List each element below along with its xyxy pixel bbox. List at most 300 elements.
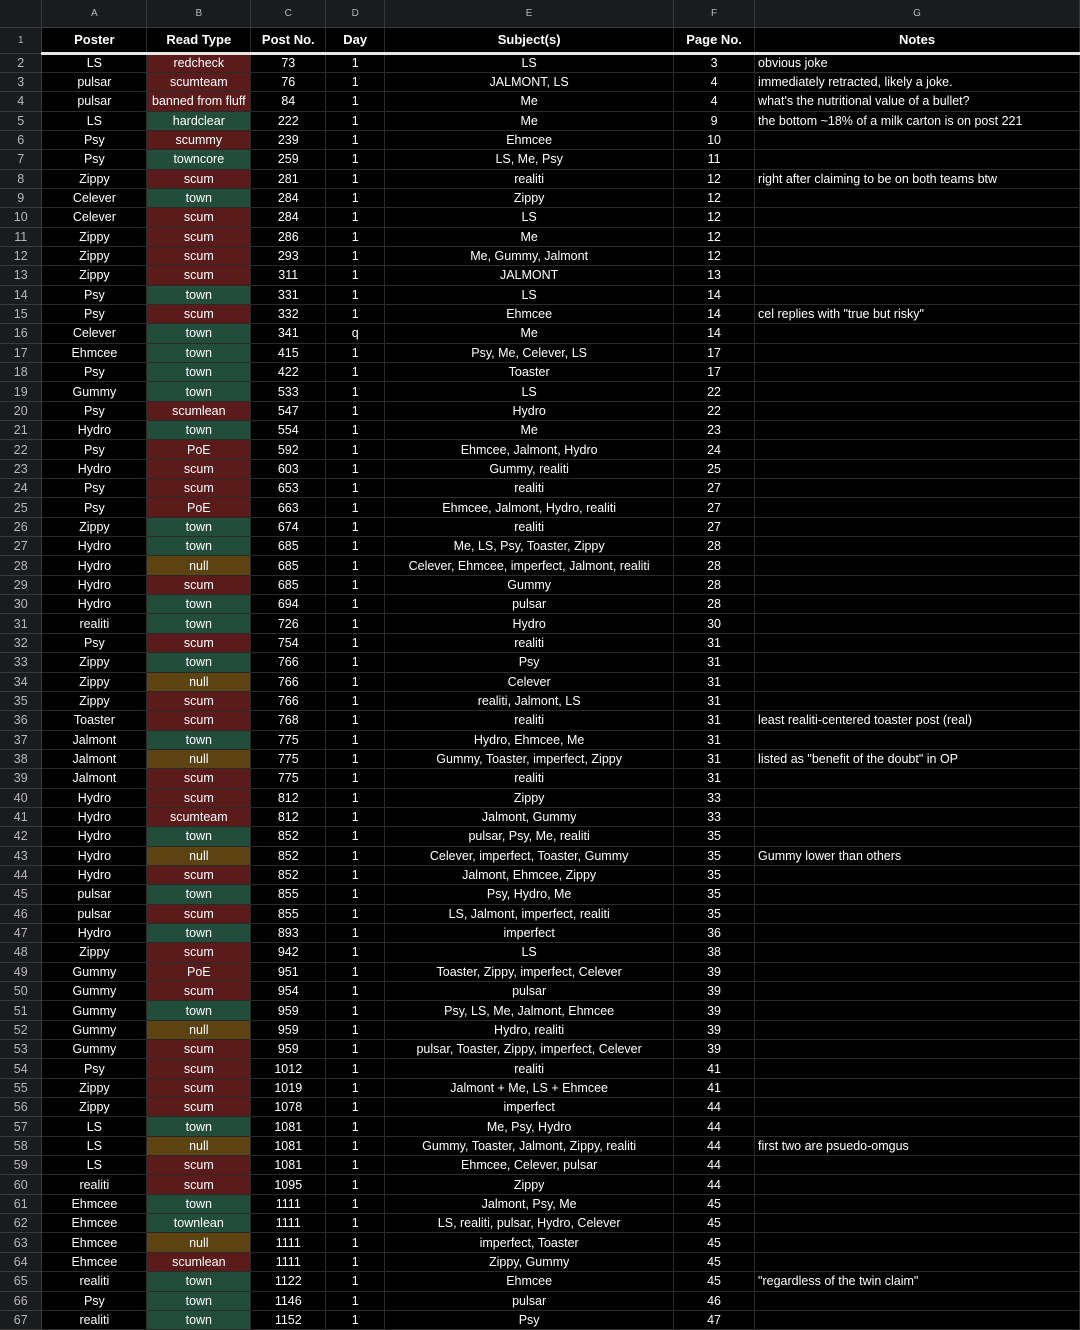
cell-post-no[interactable]: 73	[251, 53, 326, 72]
cell-day[interactable]: 1	[326, 227, 385, 246]
cell-subjects[interactable]: Psy	[385, 653, 674, 672]
cell-page-no[interactable]: 39	[674, 982, 755, 1001]
cell-page-no[interactable]: 28	[674, 537, 755, 556]
cell-subjects[interactable]: Toaster, Zippy, imperfect, Celever	[385, 962, 674, 981]
cell-poster[interactable]: Hydro	[42, 575, 147, 594]
column-header-g[interactable]: G	[755, 0, 1080, 27]
row-number[interactable]: 38	[0, 749, 42, 768]
row-number[interactable]: 27	[0, 537, 42, 556]
cell-notes[interactable]	[755, 575, 1080, 594]
cell-day[interactable]: 1	[326, 923, 385, 942]
cell-day[interactable]: 1	[326, 943, 385, 962]
cell-post-no[interactable]: 239	[251, 130, 326, 149]
cell-page-no[interactable]: 31	[674, 769, 755, 788]
row-number[interactable]: 42	[0, 827, 42, 846]
cell-page-no[interactable]: 23	[674, 421, 755, 440]
cell-post-no[interactable]: 415	[251, 343, 326, 362]
cell-notes[interactable]	[755, 827, 1080, 846]
cell-poster[interactable]: Ehmcee	[42, 1214, 147, 1233]
cell-notes[interactable]	[755, 324, 1080, 343]
row-number[interactable]: 57	[0, 1117, 42, 1136]
cell-read-type[interactable]: scum	[147, 575, 251, 594]
cell-subjects[interactable]: JALMONT, LS	[385, 72, 674, 91]
cell-poster[interactable]: Hydro	[42, 865, 147, 884]
cell-notes[interactable]	[755, 653, 1080, 672]
row-number[interactable]: 61	[0, 1194, 42, 1213]
cell-page-no[interactable]: 28	[674, 595, 755, 614]
cell-page-no[interactable]: 24	[674, 440, 755, 459]
cell-notes[interactable]	[755, 730, 1080, 749]
cell-subjects[interactable]: JALMONT	[385, 266, 674, 285]
cell-notes[interactable]	[755, 130, 1080, 149]
row-number[interactable]: 51	[0, 1001, 42, 1020]
cell-read-type[interactable]: town	[147, 382, 251, 401]
cell-poster[interactable]: Celever	[42, 208, 147, 227]
cell-post-no[interactable]: 332	[251, 304, 326, 323]
cell-post-no[interactable]: 852	[251, 846, 326, 865]
cell-subjects[interactable]: Hydro	[385, 401, 674, 420]
cell-post-no[interactable]: 959	[251, 1001, 326, 1020]
cell-subjects[interactable]: realiti, Jalmont, LS	[385, 691, 674, 710]
cell-notes[interactable]	[755, 363, 1080, 382]
cell-subjects[interactable]: Celever, imperfect, Toaster, Gummy	[385, 846, 674, 865]
row-number[interactable]: 16	[0, 324, 42, 343]
row-number[interactable]: 18	[0, 363, 42, 382]
cell-poster[interactable]: Psy	[42, 363, 147, 382]
cell-subjects[interactable]: Ehmcee, Jalmont, Hydro, realiti	[385, 498, 674, 517]
cell-page-no[interactable]: 11	[674, 150, 755, 169]
row-number[interactable]: 55	[0, 1078, 42, 1097]
cell-day[interactable]: 1	[326, 1117, 385, 1136]
row-number[interactable]: 22	[0, 440, 42, 459]
row-number[interactable]: 9	[0, 188, 42, 207]
row-number[interactable]: 29	[0, 575, 42, 594]
cell-subjects[interactable]: Psy, Hydro, Me	[385, 885, 674, 904]
cell-read-type[interactable]: scum	[147, 266, 251, 285]
cell-subjects[interactable]: Psy, Me, Celever, LS	[385, 343, 674, 362]
cell-subjects[interactable]: Zippy	[385, 1175, 674, 1194]
column-header-f[interactable]: F	[674, 0, 755, 27]
cell-read-type[interactable]: banned from fluff	[147, 92, 251, 111]
cell-page-no[interactable]: 13	[674, 266, 755, 285]
cell-day[interactable]: 1	[326, 421, 385, 440]
cell-page-no[interactable]: 25	[674, 459, 755, 478]
cell-poster[interactable]: Zippy	[42, 943, 147, 962]
cell-day[interactable]: 1	[326, 749, 385, 768]
cell-day[interactable]: 1	[326, 382, 385, 401]
cell-post-no[interactable]: 1146	[251, 1291, 326, 1310]
cell-day[interactable]: 1	[326, 208, 385, 227]
cell-notes[interactable]	[755, 885, 1080, 904]
cell-read-type[interactable]: town	[147, 1117, 251, 1136]
cell-notes[interactable]	[755, 208, 1080, 227]
cell-page-no[interactable]: 41	[674, 1078, 755, 1097]
cell-read-type[interactable]: town	[147, 517, 251, 536]
cell-notes[interactable]	[755, 769, 1080, 788]
cell-poster[interactable]: LS	[42, 1156, 147, 1175]
cell-notes[interactable]	[755, 633, 1080, 652]
cell-poster[interactable]: Gummy	[42, 382, 147, 401]
cell-day[interactable]: 1	[326, 150, 385, 169]
cell-poster[interactable]: Zippy	[42, 691, 147, 710]
cell-notes[interactable]	[755, 1291, 1080, 1310]
cell-day[interactable]: 1	[326, 1252, 385, 1271]
column-header-e[interactable]: E	[385, 0, 674, 27]
cell-subjects[interactable]: Me	[385, 92, 674, 111]
cell-notes[interactable]: the bottom ~18% of a milk carton is on post 221	[755, 111, 1080, 130]
cell-notes[interactable]	[755, 246, 1080, 265]
cell-notes[interactable]	[755, 943, 1080, 962]
cell-notes[interactable]	[755, 982, 1080, 1001]
cell-post-no[interactable]: 84	[251, 92, 326, 111]
cell-page-no[interactable]: 46	[674, 1291, 755, 1310]
cell-day[interactable]: q	[326, 324, 385, 343]
cell-read-type[interactable]: hardclear	[147, 111, 251, 130]
cell-notes[interactable]	[755, 421, 1080, 440]
cell-notes[interactable]	[755, 904, 1080, 923]
cell-poster[interactable]: Psy	[42, 1059, 147, 1078]
cell-poster[interactable]: Celever	[42, 188, 147, 207]
cell-day[interactable]: 1	[326, 188, 385, 207]
cell-subjects[interactable]: Jalmont, Psy, Me	[385, 1194, 674, 1213]
cell-read-type[interactable]: town	[147, 1291, 251, 1310]
row-number[interactable]: 64	[0, 1252, 42, 1271]
cell-notes[interactable]	[755, 1117, 1080, 1136]
cell-read-type[interactable]: scum	[147, 1040, 251, 1059]
cell-day[interactable]: 1	[326, 1098, 385, 1117]
cell-subjects[interactable]: LS	[385, 53, 674, 72]
cell-day[interactable]: 1	[326, 1175, 385, 1194]
cell-read-type[interactable]: town	[147, 1272, 251, 1291]
cell-read-type[interactable]: scum	[147, 1175, 251, 1194]
row-number[interactable]: 35	[0, 691, 42, 710]
cell-read-type[interactable]: town	[147, 730, 251, 749]
cell-poster[interactable]: Psy	[42, 498, 147, 517]
cell-page-no[interactable]: 31	[674, 691, 755, 710]
cell-notes[interactable]	[755, 479, 1080, 498]
cell-day[interactable]: 1	[326, 595, 385, 614]
cell-post-no[interactable]: 1111	[251, 1194, 326, 1213]
cell-page-no[interactable]: 44	[674, 1098, 755, 1117]
cell-read-type[interactable]: scum	[147, 1098, 251, 1117]
cell-notes[interactable]	[755, 343, 1080, 362]
cell-poster[interactable]: realiti	[42, 1175, 147, 1194]
cell-day[interactable]: 1	[326, 72, 385, 91]
cell-post-no[interactable]: 1078	[251, 1098, 326, 1117]
cell-post-no[interactable]: 855	[251, 904, 326, 923]
cell-poster[interactable]: Gummy	[42, 962, 147, 981]
cell-poster[interactable]: Zippy	[42, 517, 147, 536]
cell-page-no[interactable]: 31	[674, 749, 755, 768]
cell-day[interactable]: 1	[326, 982, 385, 1001]
row-number[interactable]: 5	[0, 111, 42, 130]
cell-notes[interactable]	[755, 962, 1080, 981]
row-number[interactable]: 15	[0, 304, 42, 323]
cell-poster[interactable]: Hydro	[42, 556, 147, 575]
cell-day[interactable]: 1	[326, 1078, 385, 1097]
cell-notes[interactable]: least realiti-centered toaster post (real)	[755, 711, 1080, 730]
cell-page-no[interactable]: 45	[674, 1194, 755, 1213]
cell-day[interactable]: 1	[326, 459, 385, 478]
row-number[interactable]: 14	[0, 285, 42, 304]
cell-read-type[interactable]: town	[147, 363, 251, 382]
cell-page-no[interactable]: 27	[674, 517, 755, 536]
cell-page-no[interactable]: 10	[674, 130, 755, 149]
cell-subjects[interactable]: Me, Gummy, Jalmont	[385, 246, 674, 265]
cell-day[interactable]: 1	[326, 865, 385, 884]
cell-subjects[interactable]: realiti	[385, 517, 674, 536]
cell-subjects[interactable]: Gummy, realiti	[385, 459, 674, 478]
cell-post-no[interactable]: 284	[251, 208, 326, 227]
cell-read-type[interactable]: null	[147, 846, 251, 865]
cell-notes[interactable]: listed as "benefit of the doubt" in OP	[755, 749, 1080, 768]
cell-day[interactable]: 1	[326, 730, 385, 749]
cell-subjects[interactable]: imperfect	[385, 1098, 674, 1117]
cell-notes[interactable]	[755, 401, 1080, 420]
cell-notes[interactable]	[755, 285, 1080, 304]
cell-day[interactable]: 1	[326, 885, 385, 904]
cell-page-no[interactable]: 12	[674, 246, 755, 265]
cell-read-type[interactable]: scum	[147, 865, 251, 884]
cell-day[interactable]: 1	[326, 304, 385, 323]
cell-post-no[interactable]: 293	[251, 246, 326, 265]
cell-page-no[interactable]: 44	[674, 1117, 755, 1136]
cell-read-type[interactable]: scum	[147, 982, 251, 1001]
cell-post-no[interactable]: 1095	[251, 1175, 326, 1194]
cell-page-no[interactable]: 30	[674, 614, 755, 633]
cell-post-no[interactable]: 422	[251, 363, 326, 382]
cell-read-type[interactable]: scum	[147, 711, 251, 730]
column-header-d[interactable]: D	[326, 0, 385, 27]
cell-day[interactable]: 1	[326, 711, 385, 730]
cell-day[interactable]: 1	[326, 614, 385, 633]
row-number[interactable]: 2	[0, 53, 42, 72]
cell-notes[interactable]: what's the nutritional value of a bullet?	[755, 92, 1080, 111]
row-number[interactable]: 56	[0, 1098, 42, 1117]
cell-poster[interactable]: Hydro	[42, 459, 147, 478]
cell-subjects[interactable]: pulsar, Psy, Me, realiti	[385, 827, 674, 846]
cell-post-no[interactable]: 855	[251, 885, 326, 904]
cell-notes[interactable]	[755, 1078, 1080, 1097]
header-day[interactable]: Day	[326, 27, 385, 53]
cell-day[interactable]: 1	[326, 1001, 385, 1020]
cell-read-type[interactable]: town	[147, 595, 251, 614]
cell-post-no[interactable]: 812	[251, 788, 326, 807]
cell-read-type[interactable]: scum	[147, 246, 251, 265]
cell-page-no[interactable]: 44	[674, 1175, 755, 1194]
cell-day[interactable]: 1	[326, 130, 385, 149]
cell-subjects[interactable]: Ehmcee	[385, 1272, 674, 1291]
cell-poster[interactable]: realiti	[42, 1310, 147, 1329]
cell-poster[interactable]: Psy	[42, 1291, 147, 1310]
cell-post-no[interactable]: 222	[251, 111, 326, 130]
row-number[interactable]: 52	[0, 1020, 42, 1039]
cell-page-no[interactable]: 9	[674, 111, 755, 130]
cell-poster[interactable]: Zippy	[42, 169, 147, 188]
row-number[interactable]: 12	[0, 246, 42, 265]
cell-subjects[interactable]: LS, realiti, pulsar, Hydro, Celever	[385, 1214, 674, 1233]
cell-read-type[interactable]: null	[147, 1020, 251, 1039]
cell-read-type[interactable]: scumteam	[147, 72, 251, 91]
cell-post-no[interactable]: 893	[251, 923, 326, 942]
cell-read-type[interactable]: scum	[147, 633, 251, 652]
row-number[interactable]: 32	[0, 633, 42, 652]
column-header-b[interactable]: B	[147, 0, 251, 27]
cell-subjects[interactable]: pulsar, Toaster, Zippy, imperfect, Celever	[385, 1040, 674, 1059]
cell-page-no[interactable]: 17	[674, 343, 755, 362]
cell-read-type[interactable]: scum	[147, 1078, 251, 1097]
cell-read-type[interactable]: town	[147, 285, 251, 304]
cell-subjects[interactable]: Ehmcee, Jalmont, Hydro	[385, 440, 674, 459]
cell-notes[interactable]	[755, 1156, 1080, 1175]
cell-poster[interactable]: pulsar	[42, 72, 147, 91]
cell-poster[interactable]: pulsar	[42, 904, 147, 923]
cell-subjects[interactable]: pulsar	[385, 1291, 674, 1310]
cell-read-type[interactable]: PoE	[147, 440, 251, 459]
row-number[interactable]: 67	[0, 1310, 42, 1329]
cell-post-no[interactable]: 603	[251, 459, 326, 478]
cell-page-no[interactable]: 38	[674, 943, 755, 962]
cell-day[interactable]: 1	[326, 517, 385, 536]
cell-poster[interactable]: Zippy	[42, 672, 147, 691]
cell-subjects[interactable]: LS, Jalmont, imperfect, realiti	[385, 904, 674, 923]
cell-post-no[interactable]: 959	[251, 1040, 326, 1059]
cell-subjects[interactable]: Ehmcee	[385, 130, 674, 149]
cell-poster[interactable]: Hydro	[42, 827, 147, 846]
cell-post-no[interactable]: 954	[251, 982, 326, 1001]
cell-notes[interactable]: "regardless of the twin claim"	[755, 1272, 1080, 1291]
cell-subjects[interactable]: Hydro, realiti	[385, 1020, 674, 1039]
cell-page-no[interactable]: 12	[674, 208, 755, 227]
cell-poster[interactable]: pulsar	[42, 92, 147, 111]
cell-post-no[interactable]: 1081	[251, 1117, 326, 1136]
cell-page-no[interactable]: 12	[674, 227, 755, 246]
cell-read-type[interactable]: null	[147, 556, 251, 575]
cell-post-no[interactable]: 942	[251, 943, 326, 962]
cell-poster[interactable]: Hydro	[42, 923, 147, 942]
row-number[interactable]: 37	[0, 730, 42, 749]
cell-read-type[interactable]: town	[147, 421, 251, 440]
cell-notes[interactable]	[755, 1194, 1080, 1213]
cell-subjects[interactable]: Zippy, Gummy	[385, 1252, 674, 1271]
cell-poster[interactable]: Zippy	[42, 227, 147, 246]
cell-page-no[interactable]: 22	[674, 382, 755, 401]
cell-subjects[interactable]: Me	[385, 111, 674, 130]
cell-read-type[interactable]: scum	[147, 691, 251, 710]
cell-notes[interactable]	[755, 1175, 1080, 1194]
cell-poster[interactable]: Zippy	[42, 246, 147, 265]
cell-day[interactable]: 1	[326, 479, 385, 498]
row-number[interactable]: 41	[0, 807, 42, 826]
cell-day[interactable]: 1	[326, 827, 385, 846]
cell-day[interactable]: 1	[326, 1156, 385, 1175]
cell-read-type[interactable]: scum	[147, 769, 251, 788]
cell-poster[interactable]: Psy	[42, 130, 147, 149]
cell-subjects[interactable]: Hydro	[385, 614, 674, 633]
cell-page-no[interactable]: 31	[674, 633, 755, 652]
cell-subjects[interactable]: Ehmcee, Celever, pulsar	[385, 1156, 674, 1175]
row-number[interactable]: 23	[0, 459, 42, 478]
cell-page-no[interactable]: 44	[674, 1156, 755, 1175]
cell-page-no[interactable]: 39	[674, 1001, 755, 1020]
cell-page-no[interactable]: 47	[674, 1310, 755, 1329]
cell-notes[interactable]	[755, 1098, 1080, 1117]
cell-day[interactable]: 1	[326, 537, 385, 556]
cell-subjects[interactable]: imperfect	[385, 923, 674, 942]
cell-read-type[interactable]: scum	[147, 904, 251, 923]
cell-notes[interactable]	[755, 865, 1080, 884]
cell-page-no[interactable]: 14	[674, 324, 755, 343]
row-number[interactable]: 28	[0, 556, 42, 575]
header-notes[interactable]: Notes	[755, 27, 1080, 53]
cell-notes[interactable]	[755, 1040, 1080, 1059]
cell-subjects[interactable]: realiti	[385, 169, 674, 188]
cell-read-type[interactable]: scum	[147, 304, 251, 323]
cell-notes[interactable]	[755, 382, 1080, 401]
cell-subjects[interactable]: Gummy, Toaster, imperfect, Zippy	[385, 749, 674, 768]
cell-read-type[interactable]: redcheck	[147, 53, 251, 72]
row-number[interactable]: 40	[0, 788, 42, 807]
cell-subjects[interactable]: Psy	[385, 1310, 674, 1329]
cell-poster[interactable]: LS	[42, 111, 147, 130]
cell-poster[interactable]: Ehmcee	[42, 1194, 147, 1213]
cell-post-no[interactable]: 341	[251, 324, 326, 343]
cell-notes[interactable]	[755, 498, 1080, 517]
cell-day[interactable]: 1	[326, 788, 385, 807]
cell-page-no[interactable]: 4	[674, 92, 755, 111]
row-number[interactable]: 59	[0, 1156, 42, 1175]
row-number[interactable]: 4	[0, 92, 42, 111]
row-number[interactable]: 36	[0, 711, 42, 730]
cell-page-no[interactable]: 31	[674, 672, 755, 691]
cell-day[interactable]: 1	[326, 1233, 385, 1252]
cell-read-type[interactable]: scum	[147, 943, 251, 962]
cell-post-no[interactable]: 653	[251, 479, 326, 498]
cell-poster[interactable]: Gummy	[42, 1020, 147, 1039]
cell-notes[interactable]	[755, 556, 1080, 575]
cell-day[interactable]: 1	[326, 53, 385, 72]
cell-page-no[interactable]: 45	[674, 1214, 755, 1233]
cell-post-no[interactable]: 685	[251, 575, 326, 594]
cell-day[interactable]: 1	[326, 962, 385, 981]
cell-subjects[interactable]: Me	[385, 324, 674, 343]
cell-notes[interactable]: first two are psuedo-omgus	[755, 1136, 1080, 1155]
cell-notes[interactable]	[755, 923, 1080, 942]
cell-notes[interactable]	[755, 227, 1080, 246]
row-number[interactable]: 13	[0, 266, 42, 285]
cell-page-no[interactable]: 35	[674, 904, 755, 923]
cell-read-type[interactable]: town	[147, 614, 251, 633]
cell-post-no[interactable]: 284	[251, 188, 326, 207]
cell-poster[interactable]: pulsar	[42, 885, 147, 904]
cell-page-no[interactable]: 33	[674, 807, 755, 826]
cell-day[interactable]: 1	[326, 807, 385, 826]
cell-read-type[interactable]: scum	[147, 788, 251, 807]
cell-read-type[interactable]: town	[147, 324, 251, 343]
column-header-c[interactable]: C	[251, 0, 326, 27]
cell-poster[interactable]: Hydro	[42, 846, 147, 865]
cell-notes[interactable]: obvious joke	[755, 53, 1080, 72]
cell-read-type[interactable]: town	[147, 1310, 251, 1329]
cell-read-type[interactable]: scum	[147, 227, 251, 246]
cell-page-no[interactable]: 27	[674, 498, 755, 517]
cell-post-no[interactable]: 674	[251, 517, 326, 536]
row-number[interactable]: 48	[0, 943, 42, 962]
cell-subjects[interactable]: pulsar	[385, 982, 674, 1001]
cell-read-type[interactable]: town	[147, 343, 251, 362]
cell-post-no[interactable]: 663	[251, 498, 326, 517]
row-number[interactable]: 25	[0, 498, 42, 517]
